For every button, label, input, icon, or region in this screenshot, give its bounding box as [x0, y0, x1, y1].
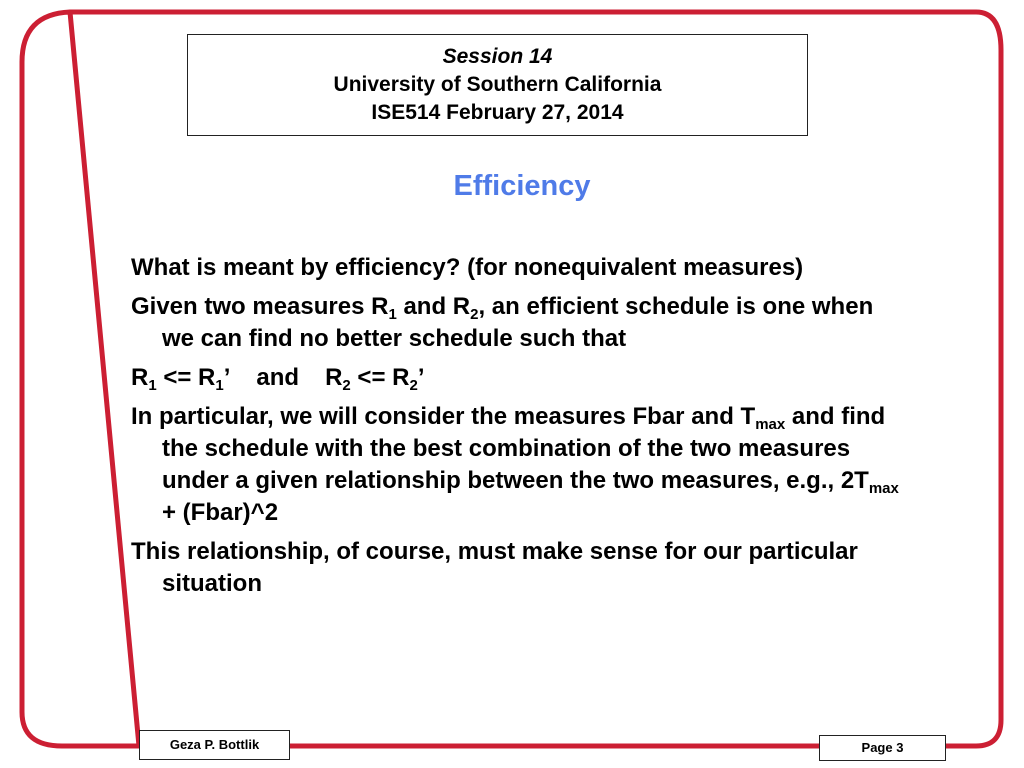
text-run: + (Fbar)^2	[162, 499, 279, 526]
subscript: 2	[342, 377, 351, 394]
slide-body	[131, 252, 911, 607]
subscript: 2	[470, 306, 479, 323]
paragraph-particular-measures	[131, 401, 911, 529]
university-label: University of Southern California	[333, 73, 662, 96]
text-run: <= R	[350, 364, 410, 391]
paragraph-efficiency-question: What is meant by efficiency? (for nonequivalent measures)	[131, 254, 804, 281]
text-run: and find the schedule with the best combination of the two measures under a given relationship between the two measures, e.g., 2T	[162, 403, 886, 494]
footer-author: Geza P. Bottlik	[139, 730, 290, 760]
text-run: In particular, we will consider the measures Fbar and T	[131, 403, 756, 430]
course-date-label: ISE514 February 27, 2014	[371, 101, 624, 124]
text-run: , an efficient schedule is one when we can find no better schedule such that	[162, 293, 874, 352]
subscript: 2	[409, 377, 418, 394]
slide-title: Efficiency	[453, 170, 591, 202]
footer-page-number: Page 3	[819, 735, 946, 761]
text-run: Given two measures R	[131, 293, 389, 320]
text-run: R	[131, 364, 149, 391]
text-run: R	[325, 364, 343, 391]
text-run: ’	[223, 364, 231, 391]
text-run: ’	[417, 364, 425, 391]
subscript: max	[755, 416, 786, 433]
text-run: <= R	[156, 364, 216, 391]
subscript: 1	[388, 306, 397, 323]
text-run: and R	[396, 293, 471, 320]
header-box	[187, 34, 808, 136]
paragraph-inequality	[131, 362, 911, 394]
paragraph-relationship: This relationship, of course, must make sense for our particular situation	[131, 538, 858, 597]
subscript: max	[868, 480, 899, 497]
text-run: and	[256, 364, 300, 391]
subscript: 1	[148, 377, 157, 394]
subscript: 1	[215, 377, 224, 394]
paragraph-given-two-measures	[131, 291, 911, 355]
session-label: Session 14	[442, 45, 553, 68]
